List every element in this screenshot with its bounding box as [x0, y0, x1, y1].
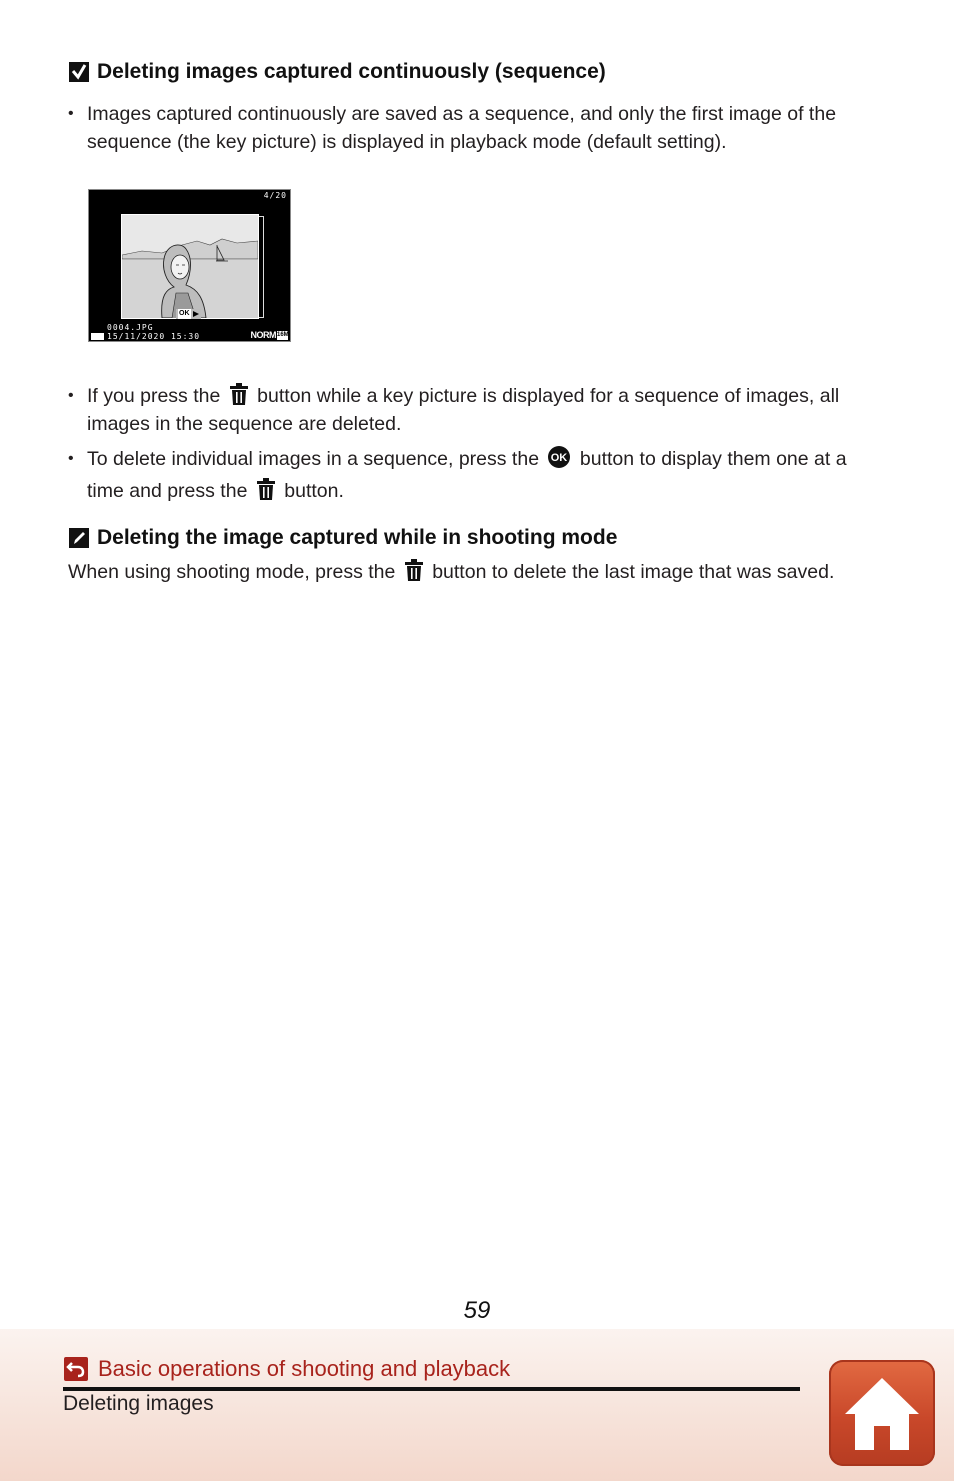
ok-icon	[547, 445, 571, 469]
battery-icon	[91, 333, 104, 340]
frame-counter: 4/20	[263, 191, 287, 200]
trash-icon	[229, 382, 249, 406]
trash-icon	[404, 558, 424, 582]
bullet-text: Images captured continuously are saved as a sequence, and only the first image of the sequence (the key picture) is displayed in playback mode (default setting).	[87, 103, 837, 153]
back-arrow-icon	[64, 1357, 88, 1381]
list-item: • Images captured continuously are saved as a sequence, and only the first image of the sequence (the key picture) is displayed in playback mode (default setting).	[68, 100, 888, 156]
image-size: 16M	[277, 332, 289, 338]
image-quality: NORM	[250, 330, 276, 340]
footer-section-title: Basic operations of shooting and playback	[98, 1356, 511, 1381]
home-icon	[829, 1360, 935, 1466]
footer-section-link[interactable]	[64, 1356, 510, 1382]
file-name: 0004.JPG	[107, 323, 154, 332]
list-item: • To delete individual images in a sequence, press the OK button to display them one at a time and press the button.	[68, 443, 888, 507]
list-item: • If you press the button while a key picture is displayed for a sequence of images, all images in the sequence are deleted.	[68, 382, 888, 438]
section-heading-sequence	[68, 59, 606, 85]
trash-icon	[256, 477, 276, 501]
heading-text: Deleting images captured continuously (sequence)	[97, 60, 606, 83]
play-icon	[193, 311, 199, 317]
svg-text:OK: OK	[551, 452, 568, 464]
footer-divider	[63, 1387, 800, 1391]
key-picture	[121, 214, 259, 319]
home-button[interactable]	[829, 1360, 935, 1466]
footer-subsection: Deleting images	[63, 1392, 214, 1415]
ok-play-indicator: OK	[176, 309, 201, 319]
caution-check-icon	[68, 61, 90, 83]
section-heading-shooting	[68, 525, 617, 551]
note-pencil-icon	[68, 527, 90, 549]
shooting-mode-paragraph: When using shooting mode, press the button to delete the last image that was saved.	[68, 558, 908, 586]
page-number: 59	[463, 1297, 491, 1324]
camera-screen-figure	[88, 189, 291, 342]
heading-text: Deleting the image captured while in shooting mode	[97, 526, 618, 549]
capture-datetime: 15/11/2020 15:30	[107, 332, 201, 341]
